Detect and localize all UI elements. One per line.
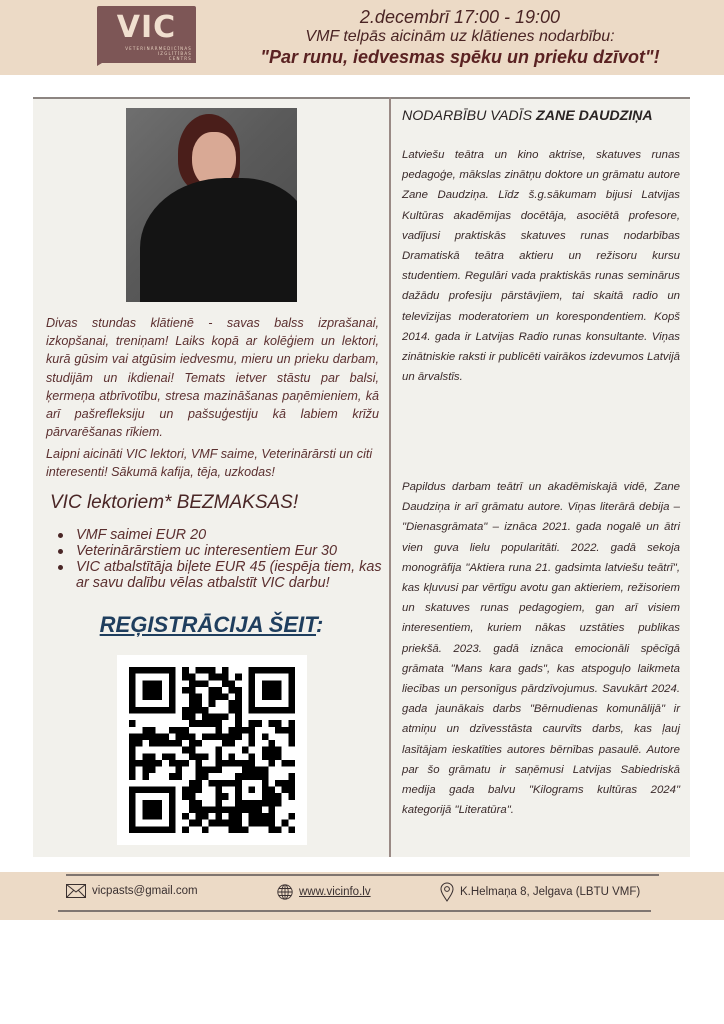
logo-subtitle-line: IZGLĪTĪBAS [157, 51, 192, 56]
email-address[interactable]: vicpasts@gmail.com [92, 885, 198, 897]
logo-tail [97, 60, 107, 66]
speaker-photo [126, 108, 297, 302]
logo-subtitle-line: CENTRS [168, 56, 192, 61]
instructor-heading-prefix: NODARBĪBU VADĪS [402, 108, 537, 124]
price-item: VIC atbalstītāja biļete EUR 45 (iespēja tiem, kas ar savu dalību vēlas atbalstīt VIC darbu! [56, 559, 386, 591]
column-divider [389, 97, 391, 857]
footer-band [0, 872, 724, 920]
header-band [0, 0, 724, 75]
price-item: VMF saimei EUR 20 [56, 527, 386, 543]
instructor-name: ZANE DAUDZIŅA [536, 108, 653, 124]
registration-qr-code[interactable] [117, 655, 307, 845]
address-text: K.Helmaņa 8, Jelgava (LBTU VMF) [460, 886, 641, 898]
globe-icon [277, 884, 293, 900]
instructor-books: Papildus darbam teātrī un akadēmiskajā vidē, Zane Daudziņa ir arī grāmatu autore. Viņas literārā debija – "Dienasgrāmata" – iznāca 2021. gada nogalē un ātri vien guva lielu popularitāti. 2022. gadā sekoja monogrāfija "Aktiera runa 21. gadsimta latviešu teātrī", kas kļuvusi par vērtīgu avotu gan aktieriem, režisoriem un skatuves runas pedagogiem, gan arī visiem interesentiem, kuriem nākas uzstāties publikas priekšā. 2023. gadā iznāca emocionāli spēcīgā grāmata "Mans kara gads", kas atspoguļo laikmeta liecības un personīgus pārdzīvojumus. Savukārt 2024. gada jaunākais darbs "Bērnudienas komunālijā" ir atmiņu un dzīvesstāsta caurvīts darbs, kas ļauj lasītājam ieskatīties autores bērnības pasaulē. Autore par šo grāmatu ir saņēmusi Latvijas Sabiedriskā medija gada balvu "Kilograms kultūras 2024" kategorijā "Literatūra". [402, 481, 680, 817]
registration-colon: : [316, 612, 324, 637]
event-description: Divas stundas klātienē - savas balss izprašanai, izkopšanai, treniņam! Laiks kopā ar kolēģiem un lektori, kurā gūsim vai atgūsim iedvesmu, mieru un prieku darbam, studijām un ikdienai! Temats ietver stāstu par balsi, ķermeņa atbrīvotību, stresa mazināšanas paņēmieniem, kā arī pašrefleksiju un pašsuģestiju kā labiem krīžu pārvarēšanas rīkiem. [46, 316, 379, 440]
instructor-bio: Latviešu teātra un kino aktrise, skatuves runas pedagoģe, mākslas zinātņu doktore un grāmatu autore Zane Daudziņa. Līdz š.g.sākumam bijusi Latvijas Kultūras akadēmijas docētāja, asociētā profesore, vadījusi praktiskās skatuves runas nodarbības Dramatiskā teātra aktieru un režisoru kursu studentiem. Regulāri vada praktiskās runas seminārus dažādu profesiju pārstāvjiem, tai skaitā radio un televīzijas moderatoriem un korespondentiem. Kopš 2014. gada ir Latvijas Radio runas konsultante. Viņas zinātniskie raksti ir publicēti vairākos izdevumos Latvijā un ārvalstīs. [402, 149, 680, 384]
footer-email[interactable] [66, 884, 198, 898]
audience-invitation: Laipni aicināti VIC lektori, VMF saime, Veterinārārsti un citi interesenti! Sākumā kafija, tēja, uzkodas! [46, 447, 373, 480]
logo-text: VIC [116, 10, 177, 45]
price-list [56, 527, 386, 591]
map-pin-icon [440, 882, 454, 902]
event-invitation: VMF telpās aicinām uz klātienes nodarbību: [305, 28, 615, 45]
footer-address [440, 882, 640, 902]
envelope-icon [66, 884, 86, 898]
qr-code-icon [129, 667, 295, 833]
event-title: "Par runu, iedvesmas spēku un prieku dzīvot"! [260, 47, 660, 67]
footer-website[interactable] [277, 884, 371, 900]
registration-heading [33, 612, 390, 638]
free-notice: VIC lektoriem* BEZMAKSAS! [50, 492, 299, 513]
logo-subtitle-line: VETERINĀRMEDICĪNAS [125, 46, 192, 51]
registration-link[interactable]: REĢISTRĀCIJA ŠEIT [99, 612, 317, 637]
footer-rule-bottom [58, 910, 651, 912]
website-link[interactable]: www.vicinfo.lv [299, 886, 371, 898]
event-date-time: 2.decembrī 17:00 - 19:00 [359, 7, 561, 27]
footer-rule-top [66, 874, 659, 876]
photo-jacket [140, 178, 297, 302]
vic-logo [97, 6, 196, 63]
price-item: Veterinārārstiem uc interesentiem Eur 30 [56, 543, 386, 559]
instructor-heading [402, 108, 653, 124]
